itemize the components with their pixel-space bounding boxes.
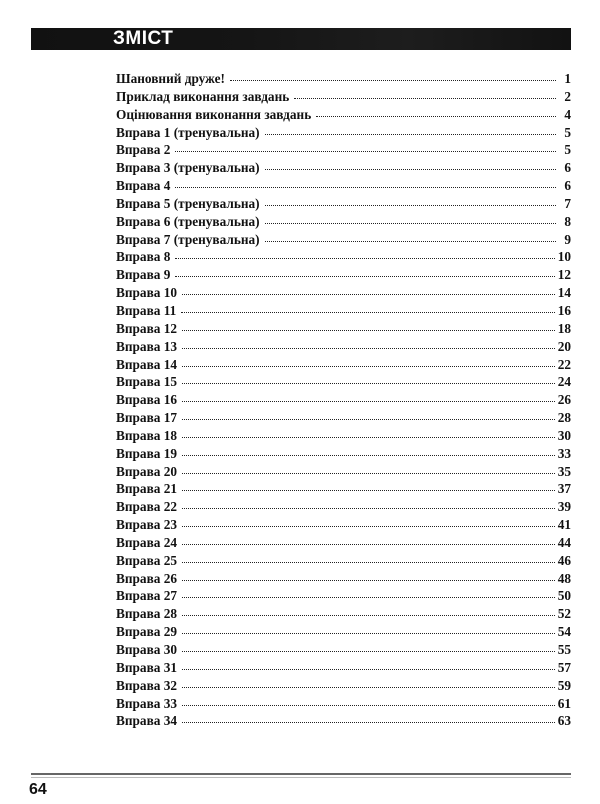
toc-entry <box>116 410 571 428</box>
toc-entry-label: Вправа 31 <box>116 659 178 675</box>
toc-entry-page: 16 <box>557 302 571 318</box>
dot-leader <box>182 525 555 527</box>
toc-entry-page: 61 <box>557 695 571 711</box>
toc-entry <box>116 196 571 214</box>
dot-leader <box>182 436 555 438</box>
toc-entry-label: Оцінювання виконання завдань <box>116 106 312 122</box>
toc-entry <box>116 696 571 714</box>
dot-leader <box>265 168 556 170</box>
toc-entry <box>116 214 571 232</box>
dot-leader <box>182 668 555 670</box>
dot-leader <box>182 365 555 367</box>
toc-entry-page: 9 <box>564 231 571 247</box>
toc-entry <box>116 642 571 660</box>
dot-leader <box>316 115 556 117</box>
toc-entry-label: Вправа 26 <box>116 570 178 586</box>
toc-entry-label: Вправа 34 <box>116 713 178 729</box>
dot-leader <box>175 150 556 152</box>
dot-leader <box>182 400 555 402</box>
dot-leader <box>182 418 555 420</box>
toc-entry-page: 46 <box>557 552 571 568</box>
toc-entry <box>116 107 571 125</box>
toc-entry-page: 59 <box>557 677 571 693</box>
toc-entry <box>116 517 571 535</box>
toc-entry-page: 1 <box>564 71 571 86</box>
toc-entry <box>116 446 571 464</box>
toc-entry <box>116 178 571 196</box>
toc-entry <box>116 89 571 107</box>
toc-entry <box>116 267 571 285</box>
toc-entry-label: Вправа 33 <box>116 695 178 711</box>
toc-entry-page: 22 <box>557 356 571 372</box>
dot-leader <box>182 454 555 456</box>
toc-entry-label: Вправа 9 <box>116 267 171 283</box>
toc-entry-label: Вправа 14 <box>116 356 178 372</box>
toc-entry <box>116 321 571 339</box>
toc-entry-label: Вправа 16 <box>116 392 178 408</box>
toc-entry <box>116 428 571 446</box>
toc-entry-page: 28 <box>557 410 571 426</box>
toc-entry-label: Вправа 24 <box>116 534 178 550</box>
toc-entry-label: Вправа 7 (тренувальна) <box>116 231 260 247</box>
toc-entry-page: 14 <box>557 285 571 301</box>
dot-leader <box>182 561 555 563</box>
toc-entry <box>116 392 571 410</box>
dot-leader <box>265 133 556 135</box>
toc-entry-page: 20 <box>557 338 571 354</box>
toc-entry <box>116 357 571 375</box>
toc-entry-page: 50 <box>557 588 571 604</box>
dot-leader <box>182 293 555 295</box>
toc-entry-page: 41 <box>557 517 571 533</box>
toc-entry-page: 6 <box>564 160 571 176</box>
toc-entry-page: 8 <box>564 213 571 229</box>
toc-entry <box>116 249 571 267</box>
toc-entry-label: Вправа 2 <box>116 142 171 158</box>
toc-entry-label: Вправа 28 <box>116 606 178 622</box>
toc-entry-label: Вправа 18 <box>116 427 178 443</box>
dot-leader <box>182 382 555 384</box>
toc-entry-page: 5 <box>564 124 571 140</box>
toc-entry <box>116 499 571 517</box>
dot-leader <box>182 686 555 688</box>
toc-entry-page: 12 <box>557 267 571 283</box>
toc-entry-page: 10 <box>557 249 571 265</box>
toc-entry-label: Вправа 13 <box>116 338 178 354</box>
toc-entry <box>116 624 571 642</box>
page-title: ЗМІСТ <box>113 28 174 49</box>
toc-entry <box>116 571 571 589</box>
toc-entry <box>116 285 571 303</box>
toc-entry-page: 33 <box>557 445 571 461</box>
toc-entry-label: Вправа 21 <box>116 481 178 497</box>
toc-entry-page: 57 <box>557 659 571 675</box>
toc-entry-page: 63 <box>557 713 571 729</box>
toc-entry-page: 26 <box>557 392 571 408</box>
dot-leader <box>182 704 555 706</box>
footer-divider-thin <box>31 777 571 778</box>
toc-entry <box>116 678 571 696</box>
dot-leader <box>182 596 555 598</box>
dot-leader <box>265 222 556 224</box>
dot-leader <box>175 275 554 277</box>
dot-leader <box>182 347 555 349</box>
toc-entry <box>116 481 571 499</box>
toc-entry-label: Вправа 11 <box>116 302 177 318</box>
dot-leader <box>182 650 555 652</box>
toc-entry-label: Вправа 19 <box>116 445 178 461</box>
footer-divider <box>31 773 571 775</box>
toc-entry-page: 4 <box>564 106 571 122</box>
toc-entry-label: Вправа 25 <box>116 552 178 568</box>
toc-entry-label: Вправа 27 <box>116 588 178 604</box>
toc-entry-page: 6 <box>564 178 571 194</box>
title-bar <box>31 28 571 50</box>
toc-entry-label: Вправа 5 (тренувальна) <box>116 195 260 211</box>
dot-leader <box>182 614 555 616</box>
dot-leader <box>182 632 555 634</box>
dot-leader <box>182 721 555 723</box>
dot-leader <box>182 489 555 491</box>
dot-leader <box>265 240 556 242</box>
dot-leader <box>265 204 556 206</box>
toc-entry-page: 35 <box>557 463 571 479</box>
toc-entry-page: 24 <box>557 374 571 390</box>
toc-entry <box>116 339 571 357</box>
toc-entry-page: 39 <box>557 499 571 515</box>
toc-entry-page: 2 <box>564 88 571 104</box>
toc-entry-label: Вправа 3 (тренувальна) <box>116 160 260 176</box>
dot-leader <box>182 472 555 474</box>
toc-entry <box>116 303 571 321</box>
toc-entry-label: Вправа 6 (тренувальна) <box>116 213 260 229</box>
toc-entry-page: 7 <box>564 195 571 211</box>
toc-entry <box>116 125 571 143</box>
toc-entry <box>116 606 571 624</box>
toc-entry-label: Вправа 4 <box>116 178 171 194</box>
toc-entry-page: 55 <box>557 642 571 657</box>
dot-leader <box>181 311 554 313</box>
dot-leader <box>175 257 554 259</box>
toc-entry-label: Вправа 1 (тренувальна) <box>116 124 260 140</box>
page-number: 64 <box>29 781 47 798</box>
toc-entry-page: 48 <box>557 570 571 586</box>
toc-entry-label: Вправа 20 <box>116 463 178 479</box>
table-of-contents <box>116 71 571 731</box>
toc-entry-label: Вправа 12 <box>116 320 178 336</box>
toc-entry-label: Вправа 15 <box>116 374 178 390</box>
toc-entry <box>116 160 571 178</box>
toc-entry <box>116 535 571 553</box>
toc-entry-label: Вправа 23 <box>116 517 178 533</box>
dot-leader <box>182 579 555 581</box>
dot-leader <box>175 186 556 188</box>
toc-entry <box>116 142 571 160</box>
toc-entry <box>116 232 571 250</box>
toc-entry-label: Вправа 17 <box>116 410 178 426</box>
toc-entry <box>116 553 571 571</box>
toc-entry-page: 52 <box>557 606 571 622</box>
toc-entry-page: 30 <box>557 427 571 443</box>
toc-entry <box>116 713 571 731</box>
toc-entry-page: 5 <box>564 142 571 158</box>
dot-leader <box>182 329 555 331</box>
toc-entry-label: Приклад виконання завдань <box>116 88 290 104</box>
dot-leader <box>182 543 555 545</box>
dot-leader <box>230 79 556 81</box>
toc-entry-label: Вправа 29 <box>116 624 178 640</box>
toc-entry <box>116 464 571 482</box>
toc-entry-page: 44 <box>557 534 571 550</box>
toc-entry <box>116 660 571 678</box>
toc-entry-label: Вправа 8 <box>116 249 171 265</box>
toc-entry <box>116 71 571 89</box>
toc-entry-label: Вправа 22 <box>116 499 178 515</box>
toc-entry-page: 37 <box>557 481 571 497</box>
toc-entry-label: Вправа 32 <box>116 677 178 693</box>
toc-entry-label: Вправа 10 <box>116 285 178 301</box>
toc-entry-label: Шановний друже! <box>116 71 225 86</box>
toc-entry-label: Вправа 30 <box>116 642 178 657</box>
toc-entry <box>116 374 571 392</box>
dot-leader <box>294 97 556 99</box>
toc-entry-page: 54 <box>557 624 571 640</box>
dot-leader <box>182 507 555 509</box>
toc-entry <box>116 588 571 606</box>
toc-entry-page: 18 <box>557 320 571 336</box>
